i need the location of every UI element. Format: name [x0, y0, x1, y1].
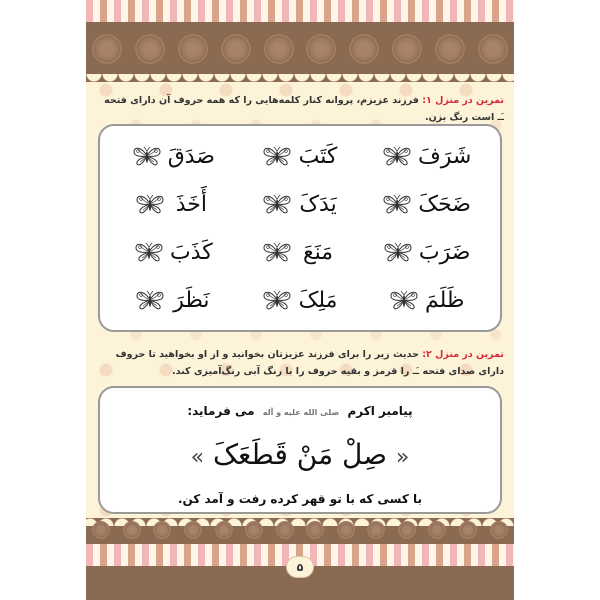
- word-item: [363, 180, 490, 228]
- header-lace-row: [86, 26, 514, 72]
- ornate-bracket-right-icon: «: [395, 445, 410, 470]
- word-text: ظَلَمَ: [424, 287, 465, 313]
- word-item: [237, 228, 364, 276]
- word-text: شَرَفَ: [417, 143, 472, 169]
- butterfly-icon[interactable]: [135, 193, 165, 215]
- lace-circle: [178, 34, 208, 64]
- lace-circle: [92, 34, 122, 64]
- lace-circle: [306, 521, 324, 539]
- lace-circle: [337, 521, 355, 539]
- lace-circle: [306, 34, 336, 64]
- word-text: مَلِکَ: [298, 287, 338, 313]
- word-item: [237, 180, 364, 228]
- ornate-bracket-left-icon: »: [190, 445, 205, 470]
- word-item: [363, 228, 490, 276]
- word-item: [110, 180, 237, 228]
- lace-circle: [276, 521, 294, 539]
- lace-circle: [92, 521, 110, 539]
- butterfly-icon[interactable]: [383, 241, 413, 263]
- exercise-2-text: حدیث زیر را برای فرزند عزیزتان بخوانید و از او بخواهید تا حروف دارای صدای فتحه ـَـ را قرمز و بقیه حروف را با رنگ آبی رنگ‌آمیزی کند.: [115, 349, 504, 377]
- lace-circle: [245, 521, 263, 539]
- hadith-box: [98, 386, 502, 514]
- word-item: [363, 276, 490, 324]
- lace-circle: [349, 34, 379, 64]
- butterfly-icon[interactable]: [262, 241, 292, 263]
- butterfly-icon[interactable]: [135, 289, 165, 311]
- butterfly-icon[interactable]: [262, 193, 292, 215]
- word-text: أَخَذَ: [175, 191, 207, 217]
- butterfly-icon[interactable]: [382, 145, 412, 167]
- lace-circle: [392, 34, 422, 64]
- word-item: [110, 228, 237, 276]
- word-item: [110, 276, 237, 324]
- butterfly-icon[interactable]: [262, 145, 292, 167]
- lace-circle: [221, 34, 251, 64]
- lace-circle: [435, 34, 465, 64]
- lace-circle: [398, 521, 416, 539]
- lace-circle: [153, 521, 171, 539]
- word-grid-box: [98, 124, 502, 332]
- word-text: مَنَعَ: [302, 239, 334, 265]
- word-text: یَدَکَ: [299, 191, 337, 217]
- lace-circle: [478, 34, 508, 64]
- header-band: [86, 0, 514, 82]
- hadith-intro-after: می فرماید:: [187, 404, 255, 418]
- exercise-1-instructions: [96, 92, 504, 126]
- hadith-intro: [100, 404, 500, 418]
- lace-circle: [367, 521, 385, 539]
- word-text: کَتَبَ: [298, 143, 338, 169]
- hadith-translation: با کسی که با تو قهر کرده رفت و آمد کن.: [177, 492, 423, 506]
- exercise-1-label: تمرین در منزل ۱:: [422, 95, 504, 106]
- salawat-seal: صلی الله علیه و آله: [262, 408, 340, 417]
- lace-circle: [123, 521, 141, 539]
- hadith-arabic: [100, 438, 500, 471]
- butterfly-icon[interactable]: [382, 193, 412, 215]
- lace-circle: [215, 521, 233, 539]
- butterfly-icon[interactable]: [132, 145, 162, 167]
- lace-circle: [184, 521, 202, 539]
- lace-circle: [428, 521, 446, 539]
- butterfly-icon[interactable]: [262, 289, 292, 311]
- word-item: [110, 132, 237, 180]
- footer-lace-row: [86, 518, 514, 542]
- page-number: ۵: [286, 556, 314, 578]
- exercise-1-text: فرزند عزیزم، پروانه کنار کلمه‌هایی را که همه حروف آن دارای فتحه ـَـ است رنگ بزن.: [104, 95, 504, 123]
- hadith-arabic-text: صِلْ مَنْ قَطَعَکَ: [212, 438, 387, 471]
- header-stripes: [86, 0, 514, 22]
- header-wave: [86, 74, 514, 84]
- butterfly-icon[interactable]: [134, 241, 164, 263]
- word-text: کَذَبَ: [169, 239, 213, 265]
- word-grid: [100, 126, 500, 330]
- exercise-2-instructions: [96, 346, 504, 380]
- hadith-intro-before: پیامبر اکرم: [347, 404, 413, 418]
- word-item: [237, 132, 364, 180]
- butterfly-icon[interactable]: [389, 289, 419, 311]
- word-text: ضَرَبَ: [418, 239, 471, 265]
- word-text: صَدَقَ: [167, 143, 215, 169]
- word-text: نَظَرَ: [173, 287, 210, 313]
- word-item: [363, 132, 490, 180]
- lace-circle: [135, 34, 165, 64]
- word-item: [237, 276, 364, 324]
- word-text: ضَحَکَ: [418, 191, 471, 217]
- lace-circle: [459, 521, 477, 539]
- lace-circle: [490, 521, 508, 539]
- exercise-2-label: تمرین در منزل ۲:: [422, 349, 504, 360]
- lace-circle: [264, 34, 294, 64]
- workbook-page: [86, 0, 514, 600]
